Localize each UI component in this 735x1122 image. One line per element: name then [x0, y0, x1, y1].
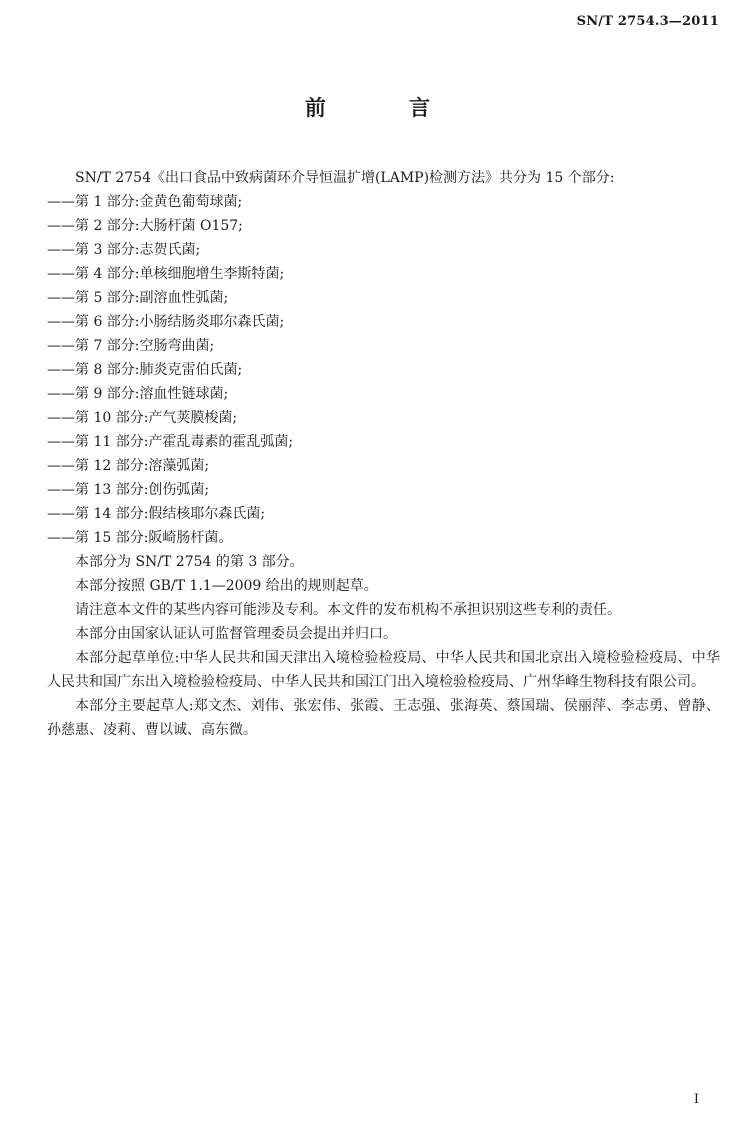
drafters-paragraph: 本部分主要起草人:郑文杰、刘伟、张宏伟、张霞、王志强、张海英、蔡国瑞、侯丽萍、李志勇、曾静、孙慈惠、凌莉、曹以诚、高东微。 [47, 698, 720, 738]
list-item: ——第 11 部分:产霍乱毒素的霍乱弧菌; [47, 434, 294, 450]
page-number: I [693, 1092, 699, 1107]
body-paragraph: 本部分为 SN/T 2754 的第 3 部分。 [75, 554, 304, 570]
list-item: ——第 7 部分:空肠弯曲菌; [47, 338, 215, 354]
list-item: ——第 3 部分:志贺氏菌; [47, 242, 201, 258]
body-paragraph: 请注意本文件的某些内容可能涉及专利。本文件的发布机构不承担识别这些专利的责任。 [75, 602, 621, 618]
list-item: ——第 4 部分:单核细胞增生李斯特菌; [47, 266, 285, 282]
list-item: ——第 10 部分:产气荚膜梭菌; [47, 410, 238, 426]
list-item: ——第 2 部分:大肠杆菌 O157; [47, 218, 243, 234]
list-item: ——第 14 部分:假结核耶尔森氏菌; [47, 506, 266, 522]
body-paragraph: 本部分按照 GB/T 1.1—2009 给出的规则起草。 [75, 578, 378, 594]
list-item: ——第 1 部分:金黄色葡萄球菌; [47, 194, 243, 210]
document-body [47, 166, 720, 742]
list-item: ——第 15 部分:阪崎肠杆菌。 [47, 530, 233, 546]
list-item: ——第 12 部分:溶藻弧菌; [47, 458, 210, 474]
intro-paragraph: SN/T 2754《出口食品中致病菌环介导恒温扩增(LAMP)检测方法》共分为 15 个部分: [75, 170, 615, 186]
list-item: ——第 8 部分:肺炎克雷伯氏菌; [47, 362, 243, 378]
parts-list [47, 190, 720, 550]
standard-code: SN/T 2754.3—2011 [576, 14, 719, 29]
list-item: ——第 6 部分:小肠结肠炎耶尔森氏菌; [47, 314, 285, 330]
body-paragraph: 本部分由国家认证认可监督管理委员会提出并归口。 [75, 626, 397, 642]
page-title: 前 言 [304, 95, 469, 120]
list-item: ——第 9 部分:溶血性链球菌; [47, 386, 229, 402]
drafting-units-paragraph: 本部分起草单位:中华人民共和国天津出入境检验检疫局、中华人民共和国北京出入境检验检疫局、中华人民共和国广东出入境检验检疫局、中华人民共和国江门出入境检验检疫局、广州华峰生物科技有限公司。 [47, 650, 720, 690]
list-item: ——第 5 部分:副溶血性弧菌; [47, 290, 229, 306]
list-item: ——第 13 部分:创伤弧菌; [47, 482, 210, 498]
